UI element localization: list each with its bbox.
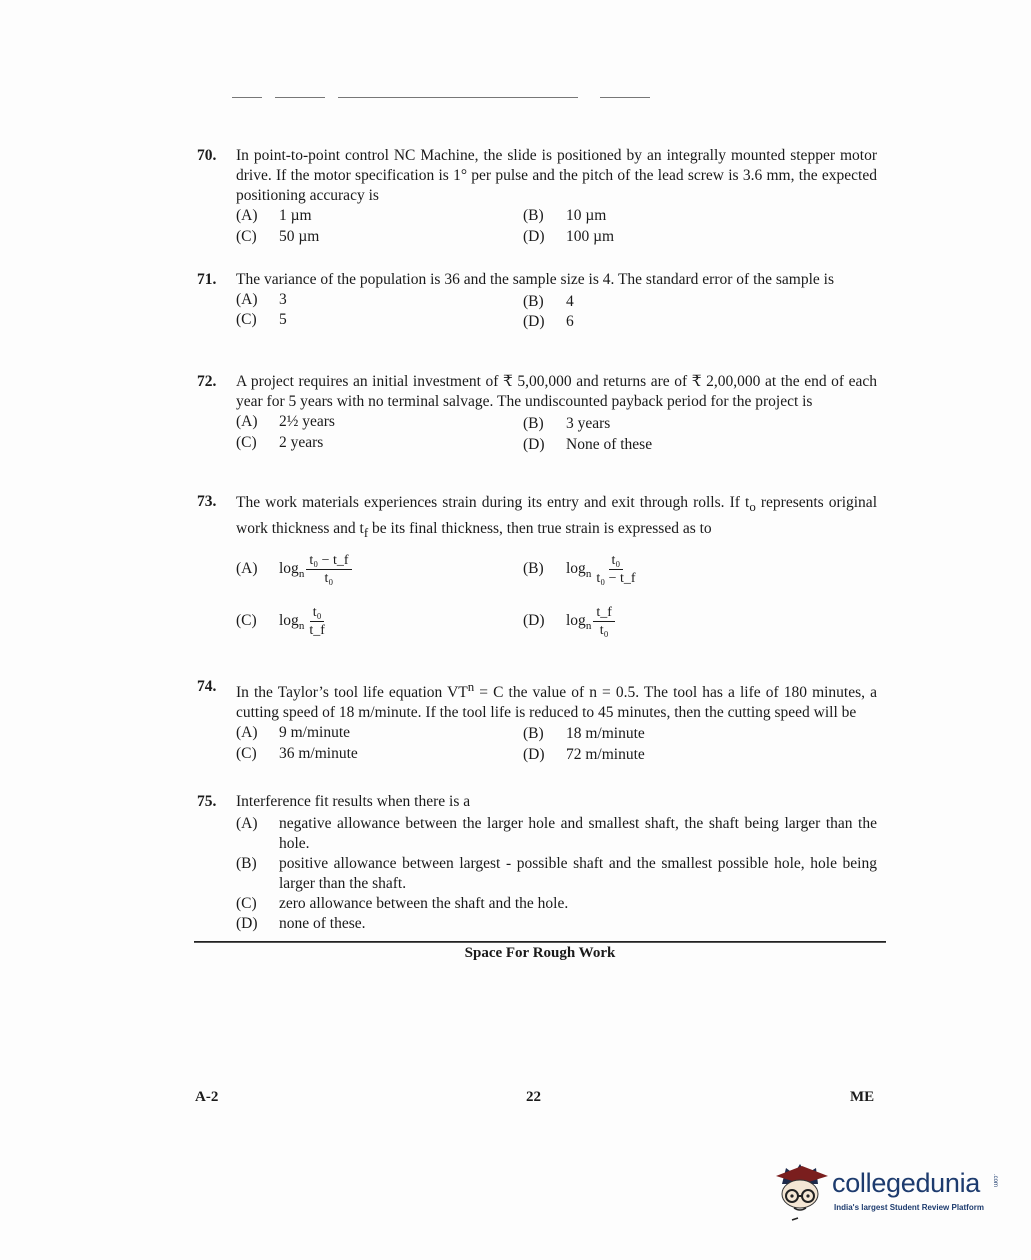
option-label: (B)	[523, 207, 544, 224]
numerator: t₀ − t_f	[306, 552, 351, 570]
option-a[interactable]	[236, 723, 350, 743]
option-label: (D)	[523, 746, 545, 764]
denominator: t₀	[599, 623, 609, 639]
header-dash	[600, 97, 650, 98]
options	[236, 412, 877, 452]
option-b[interactable]	[523, 292, 574, 312]
option-label: (D)	[523, 228, 545, 245]
option-label: (A)	[236, 560, 258, 578]
question-71	[197, 270, 877, 330]
option-label: (D)	[523, 612, 545, 630]
option-label: (D)	[523, 436, 545, 453]
question-70	[197, 146, 877, 246]
fraction	[593, 552, 638, 587]
option-text: negative allowance between the larger hole and smallest shaft, the shaft being larger than the hole.	[279, 815, 877, 852]
options	[236, 723, 877, 763]
option-text: 5	[279, 311, 287, 328]
option-label: (A)	[236, 724, 258, 742]
text-part: In the Taylor’s tool life equation VT	[236, 684, 468, 702]
option-label: (B)	[236, 855, 257, 872]
option-label: (A)	[236, 207, 258, 224]
log-symbol: $\log_n$	[279, 612, 305, 633]
option-text: 3	[279, 291, 287, 308]
fraction	[306, 552, 351, 587]
option-d[interactable]	[523, 227, 614, 247]
option-label: (A)	[236, 815, 258, 832]
option-label: (C)	[236, 434, 257, 451]
question-text: A project requires an initial investment of ₹ 5,00,000 and returns are of ₹ 2,00,000 at the end of each year for 5 years with no terminal salvage. The undiscounted payback period for the project is	[236, 373, 877, 410]
option-a[interactable]	[236, 552, 352, 587]
option-text: zero allowance between the shaft and the hole.	[279, 895, 569, 912]
options	[236, 552, 877, 664]
option-text: 6	[566, 313, 574, 330]
option-a[interactable]	[236, 814, 877, 854]
denominator: t₀	[324, 571, 334, 587]
question-text: The variance of the population is 36 and the sample size is 4. The standard error of the sample is	[236, 271, 835, 288]
footer-right: ME	[850, 1089, 875, 1105]
header-dash	[275, 97, 325, 98]
fraction	[593, 604, 615, 639]
option-c[interactable]	[236, 744, 358, 764]
question-text: In point-to-point control NC Machine, the slide is positioned by an integrally mounted stepper motor drive. If the motor specification is 1° per pulse and the pitch of the lead screw is 3.6 mm, the expected positioning accuracy is	[236, 147, 877, 204]
fraction	[306, 604, 328, 639]
numerator: t_f	[593, 604, 615, 622]
options	[236, 206, 877, 246]
page-number: 22	[526, 1089, 541, 1105]
option-label: (C)	[236, 612, 257, 630]
question-74	[197, 677, 877, 763]
option-text: 100 µm	[566, 228, 615, 245]
option-text: positive allowance between largest - possible shaft and the smallest possible hole, hole being larger than the shaft.	[279, 855, 877, 892]
option-text: 3 years	[566, 415, 611, 432]
question-72	[197, 372, 877, 452]
question-text	[236, 492, 877, 544]
numerator: t₀	[310, 604, 325, 622]
question-number: 74.	[197, 678, 217, 695]
option-c[interactable]	[236, 433, 323, 453]
logo-tagline: India's largest Student Review Platform	[834, 1203, 984, 1212]
collegedunia-logo	[772, 1160, 1002, 1230]
option-b[interactable]	[523, 206, 606, 226]
log-symbol: $\log_n$	[566, 560, 592, 581]
option-text: 72 m/minute	[566, 746, 645, 764]
header-dash	[338, 97, 578, 98]
subscript: f	[363, 525, 369, 541]
question-number: 71.	[197, 271, 217, 288]
denominator: t_f	[309, 623, 325, 639]
header-dash	[232, 97, 262, 98]
text-part: be its final thickness, then true strain is expressed as to	[368, 520, 712, 538]
text-part: The work materials experiences strain during its entry and exit through rolls. If t	[236, 494, 750, 511]
option-c[interactable]	[236, 227, 319, 247]
option-b[interactable]	[523, 414, 610, 434]
option-d[interactable]	[236, 914, 877, 934]
options	[236, 290, 877, 330]
option-label: (D)	[523, 313, 545, 330]
option-d[interactable]	[523, 745, 645, 765]
text-part: = C the value of n = 0.5. The tool has a life of 180 minutes, a cutting speed of 18 m/minute. If the tool life is reduced to 45 minutes, then the cutting speed will be	[236, 684, 877, 722]
question-text: Interference fit results when there is a	[236, 793, 471, 810]
option-text: 18 m/minute	[566, 725, 645, 743]
question-75	[197, 792, 877, 934]
option-label: (C)	[236, 745, 257, 763]
question-number: 70.	[197, 147, 217, 164]
option-text: 50 µm	[279, 228, 320, 245]
option-b[interactable]	[236, 854, 877, 894]
option-c[interactable]	[236, 604, 328, 639]
option-d[interactable]	[523, 604, 615, 639]
option-label: (B)	[523, 560, 544, 578]
footer-left: A-2	[195, 1089, 219, 1105]
option-label: (A)	[236, 291, 258, 308]
option-text: 2½ years	[279, 413, 335, 430]
log-symbol: $\log_n$	[566, 612, 592, 633]
rough-work-heading: Space For Rough Work	[464, 945, 616, 961]
option-label: (D)	[236, 915, 258, 932]
question-text	[236, 677, 877, 723]
option-a[interactable]	[236, 206, 312, 226]
option-text: 36 m/minute	[279, 745, 358, 763]
divider	[194, 941, 886, 943]
option-text: None of these	[566, 436, 653, 453]
option-c[interactable]	[236, 310, 287, 330]
text-part: represents original work thickness and t	[236, 494, 877, 538]
option-label: (C)	[236, 228, 257, 245]
option-a[interactable]	[236, 412, 335, 432]
option-text: none of these.	[279, 915, 366, 932]
option-b[interactable]	[523, 724, 645, 744]
question-73	[197, 492, 877, 664]
option-text: 9 m/minute	[279, 724, 351, 742]
superscript: n	[467, 679, 475, 694]
option-text: 2 years	[279, 434, 324, 451]
option-d[interactable]	[523, 312, 574, 332]
log-symbol: $\log_n$	[279, 560, 305, 581]
option-label: (B)	[523, 725, 544, 743]
logo-wordmark: collegedunia	[832, 1168, 981, 1198]
option-label: (C)	[236, 895, 257, 912]
option-text: 10 µm	[566, 207, 607, 224]
option-label: (C)	[236, 311, 257, 328]
option-b[interactable]	[523, 552, 639, 587]
option-c[interactable]	[236, 894, 877, 914]
subscript: o	[749, 499, 756, 515]
option-text: 1 µm	[279, 207, 312, 224]
question-number: 73.	[197, 493, 217, 510]
option-label: (A)	[236, 413, 258, 430]
option-text: 4	[566, 293, 574, 310]
options	[236, 814, 877, 934]
numerator: t₀	[609, 552, 624, 570]
option-label: (B)	[523, 415, 544, 432]
option-a[interactable]	[236, 290, 287, 310]
denominator: t₀ − t_f	[596, 571, 636, 587]
question-number: 72.	[197, 373, 217, 390]
logo-com: .com	[992, 1174, 998, 1188]
option-label: (B)	[523, 293, 544, 310]
option-d[interactable]	[523, 435, 652, 455]
mascot-icon	[772, 1160, 830, 1226]
question-number: 75.	[197, 793, 217, 810]
